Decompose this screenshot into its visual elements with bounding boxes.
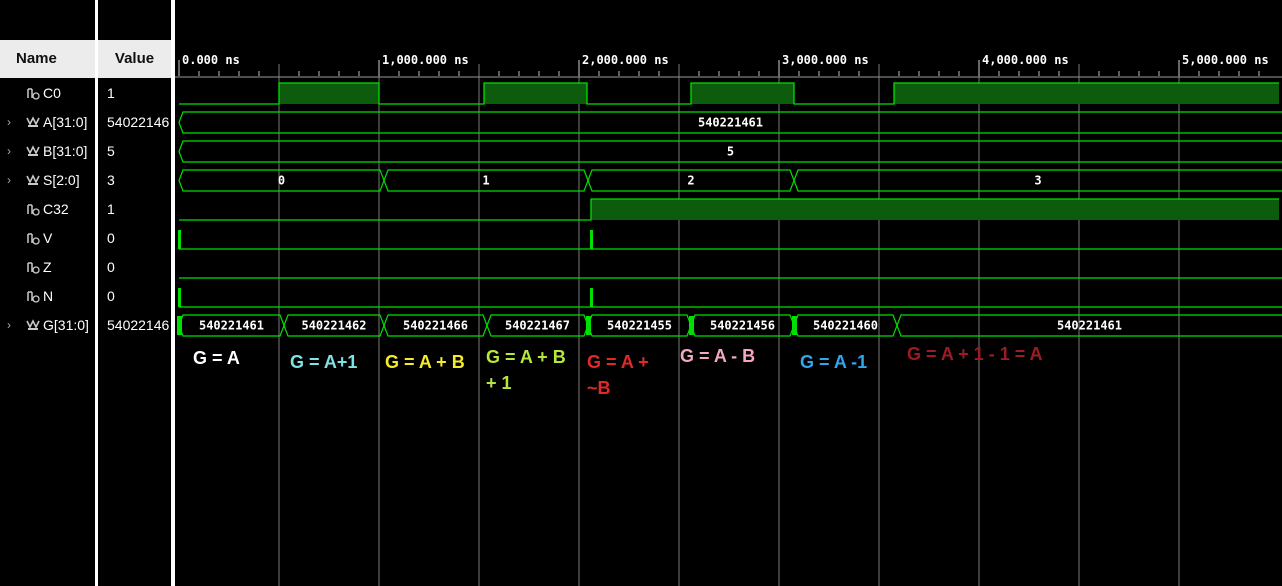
signal-value-a: 54022146 bbox=[107, 114, 170, 130]
signal-name: C32 bbox=[43, 201, 69, 217]
expand-chevron-icon[interactable]: › bbox=[7, 318, 11, 332]
time-tick-label: 0.000 ns bbox=[182, 53, 240, 67]
c0-wave-high-fill bbox=[894, 83, 1279, 104]
time-tick-label: 1,000.000 ns bbox=[382, 53, 469, 67]
expand-chevron-icon[interactable]: › bbox=[7, 115, 11, 129]
annotation-line: G = A + 1 - 1 = A bbox=[907, 344, 1043, 364]
signal-value-n: 0 bbox=[107, 288, 115, 304]
signal-value-c0: 1 bbox=[107, 85, 115, 101]
annotation-line: G = A -1 bbox=[800, 352, 868, 372]
signal-name: G[31:0] bbox=[43, 317, 89, 333]
signal-row-b[interactable] bbox=[0, 137, 95, 166]
annotation-line: + 1 bbox=[486, 373, 512, 393]
time-tick-label: 2,000.000 ns bbox=[582, 53, 669, 67]
signal-name: A[31:0] bbox=[43, 114, 88, 130]
g-bus-transition-mark bbox=[177, 316, 182, 335]
s-bus-wave-value-label: 3 bbox=[1034, 173, 1042, 188]
bit-signal-icon bbox=[26, 260, 40, 274]
signal-name: Z bbox=[43, 259, 52, 275]
g-bus-wave-value-label: 540221467 bbox=[504, 318, 571, 333]
c32-wave-high-fill bbox=[591, 199, 1279, 220]
s-bus-wave-value-label: 0 bbox=[277, 173, 286, 188]
operation-annotation bbox=[800, 349, 867, 375]
time-tick-label: 5,000.000 ns bbox=[1182, 53, 1269, 67]
annotation-line: G = A + B bbox=[385, 352, 465, 372]
bit-signal-icon bbox=[26, 231, 40, 245]
bit-signal-icon bbox=[26, 289, 40, 303]
signal-value-s: 3 bbox=[107, 172, 115, 188]
a-bus-wave-value-label: 540221461 bbox=[697, 115, 764, 130]
signal-row-z[interactable] bbox=[0, 253, 95, 282]
g-bus-transition-mark bbox=[792, 316, 797, 335]
names-panel bbox=[0, 0, 95, 586]
values-panel bbox=[98, 0, 171, 586]
s-bus-wave-value-label: 1 bbox=[482, 173, 490, 188]
signal-value-z: 0 bbox=[107, 259, 115, 275]
g-bus-wave-value-label: 540221456 bbox=[709, 318, 776, 333]
time-ruler bbox=[175, 40, 1282, 78]
operation-annotation bbox=[193, 345, 240, 371]
operation-annotation bbox=[486, 344, 566, 396]
signal-row-a[interactable] bbox=[0, 108, 95, 137]
annotation-line: ~B bbox=[587, 378, 611, 398]
signal-name: C0 bbox=[43, 85, 61, 101]
annotation-line: G = A+1 bbox=[290, 352, 358, 372]
g-bus-transition-mark bbox=[586, 316, 591, 335]
signal-name: S[2:0] bbox=[43, 172, 80, 188]
bus-signal-icon bbox=[26, 144, 40, 158]
operation-annotation bbox=[587, 349, 649, 401]
signal-row-g[interactable] bbox=[0, 311, 95, 340]
name-column-header[interactable]: Name bbox=[0, 40, 95, 78]
b-bus-wave-value-label: 5 bbox=[726, 144, 735, 159]
v-wave-glitch-mark bbox=[178, 230, 181, 249]
g-bus-wave-value-label: 540221461 bbox=[198, 318, 265, 333]
expand-chevron-icon[interactable]: › bbox=[7, 173, 11, 187]
g-bus-wave-value-label: 540221461 bbox=[1056, 318, 1123, 333]
signal-row-c0[interactable] bbox=[0, 79, 95, 108]
operation-annotation bbox=[290, 349, 357, 375]
g-bus-wave-value-label: 540221462 bbox=[301, 318, 367, 333]
g-bus-wave-value-label: 540221460 bbox=[812, 318, 879, 333]
signal-row-c32[interactable] bbox=[0, 195, 95, 224]
bit-signal-icon bbox=[26, 86, 40, 100]
g-bus-transition-mark bbox=[689, 316, 694, 335]
v-wave-glitch-mark bbox=[590, 230, 593, 249]
signal-row-v[interactable] bbox=[0, 224, 95, 253]
n-wave-glitch-mark bbox=[178, 288, 181, 307]
signal-name: B[31:0] bbox=[43, 143, 88, 159]
annotation-line: G = A - B bbox=[680, 346, 756, 366]
signal-name: V bbox=[43, 230, 53, 246]
g-bus-wave-value-label: 540221455 bbox=[606, 318, 673, 333]
value-column-header[interactable]: Value bbox=[98, 40, 171, 78]
waveform-canvas[interactable] bbox=[175, 0, 1282, 586]
signal-row-n[interactable] bbox=[0, 282, 95, 311]
c0-wave-high-fill bbox=[691, 83, 794, 104]
bus-signal-icon bbox=[26, 173, 40, 187]
c0-wave-high-fill bbox=[484, 83, 587, 104]
annotation-line: G = A + bbox=[587, 352, 649, 372]
signal-value-v: 0 bbox=[107, 230, 115, 246]
signal-value-b: 5 bbox=[107, 143, 115, 159]
annotation-line: G = A bbox=[193, 348, 240, 368]
signal-value-g: 54022146 bbox=[107, 317, 170, 333]
c0-wave-high-fill bbox=[279, 83, 379, 104]
time-tick-label: 4,000.000 ns bbox=[982, 53, 1069, 67]
bit-signal-icon bbox=[26, 202, 40, 216]
signal-value-c32: 1 bbox=[107, 201, 115, 217]
annotation-line: G = A + B bbox=[486, 347, 566, 367]
signal-row-s[interactable] bbox=[0, 166, 95, 195]
expand-chevron-icon[interactable]: › bbox=[7, 144, 11, 158]
bus-signal-icon bbox=[26, 115, 40, 129]
bus-signal-icon bbox=[26, 318, 40, 332]
signal-name: N bbox=[43, 288, 54, 304]
s-bus-wave-value-label: 2 bbox=[687, 173, 695, 188]
n-wave-glitch-mark bbox=[590, 288, 593, 307]
operation-annotation bbox=[907, 341, 1043, 367]
g-bus-wave-value-label: 540221466 bbox=[402, 318, 469, 333]
operation-annotation bbox=[680, 343, 755, 369]
time-tick-label: 3,000.000 ns bbox=[782, 53, 869, 67]
operation-annotation bbox=[385, 349, 465, 375]
